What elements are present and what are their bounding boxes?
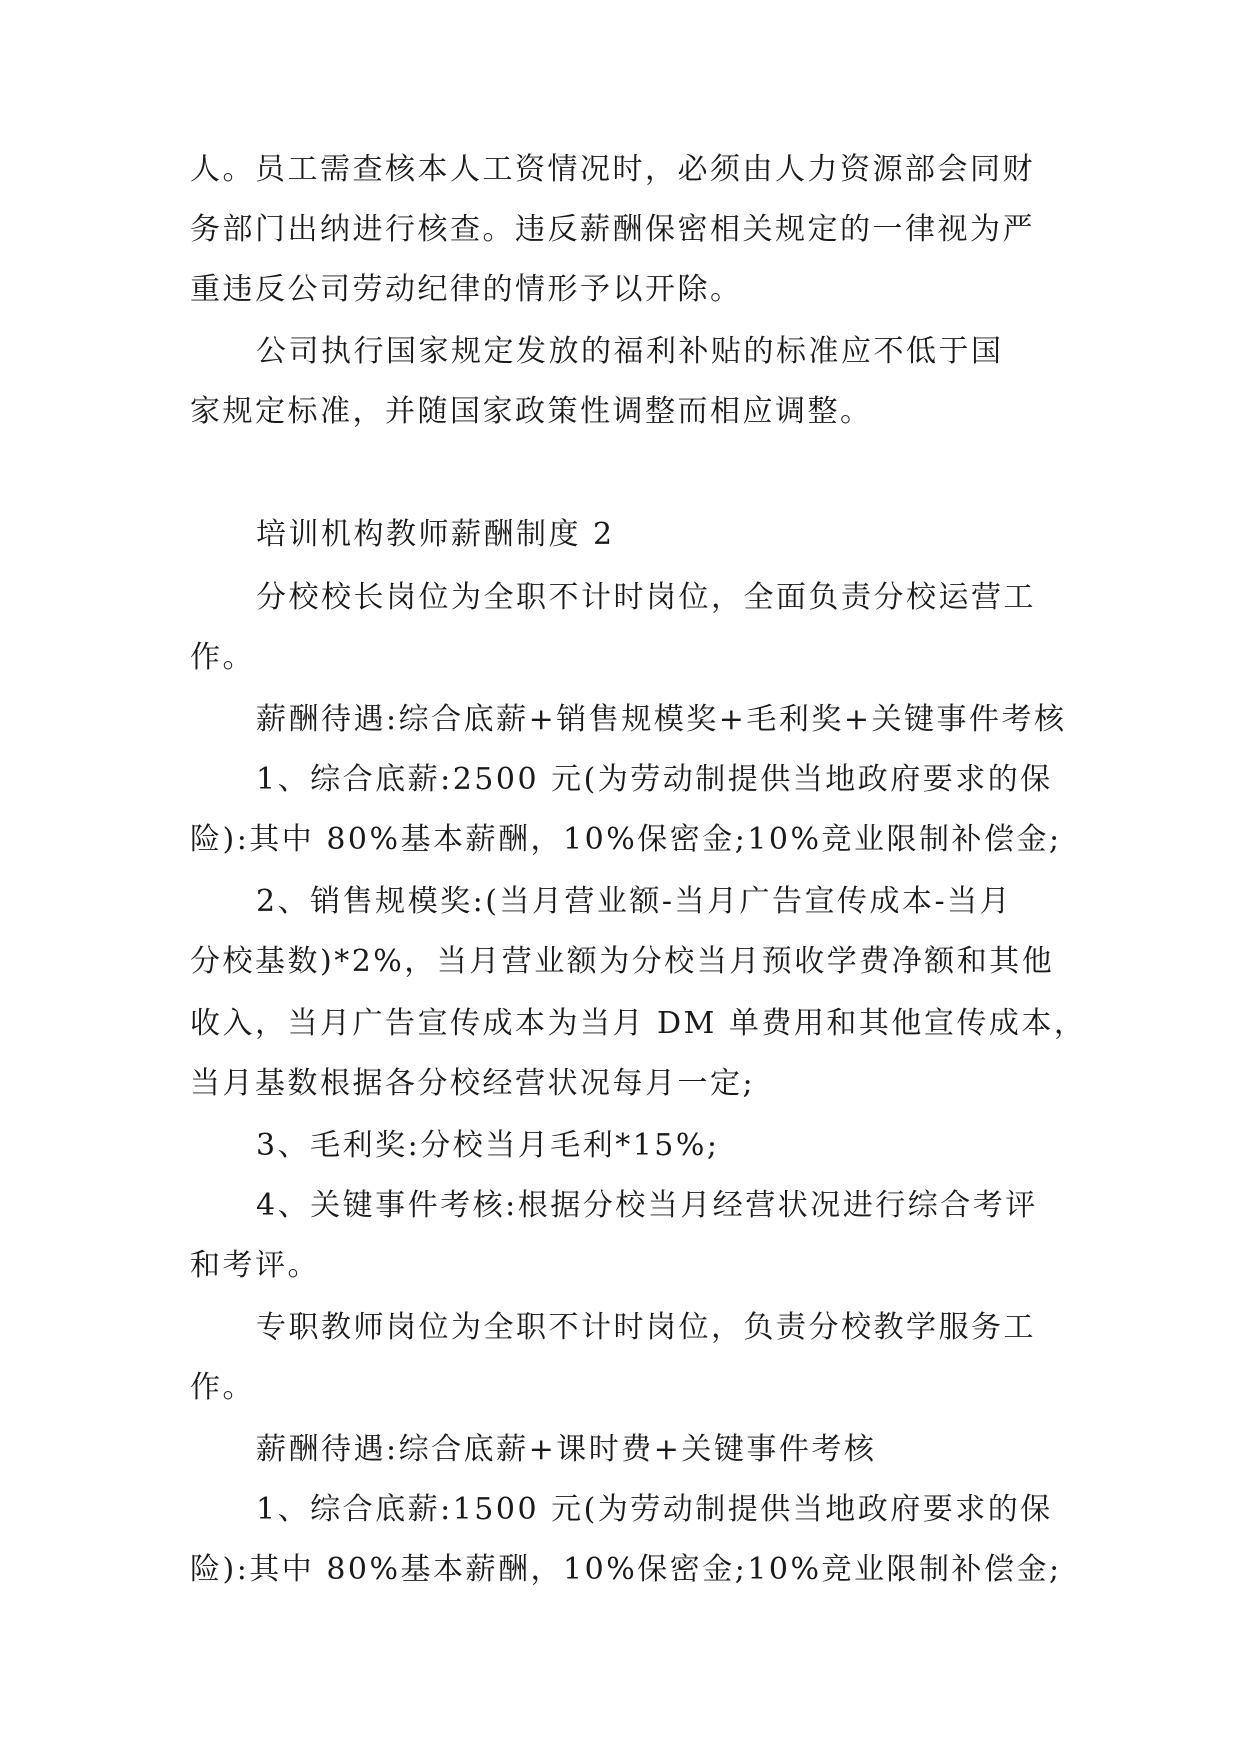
text-line: 分校基数)*2%，当月营业额为分校当月预收学费净额和其他 — [190, 944, 1055, 979]
text-line: 1、综合底薪:1500 元(为劳动制提供当地政府要求的保 — [256, 1492, 1053, 1527]
text-line: 分校校长岗位为全职不计时岗位，全面负责分校运营工 — [256, 580, 1036, 615]
text-line: 2、销售规模奖:(当月营业额-当月广告宣传成本-当月 — [256, 884, 1013, 919]
text-line: 当月基数根据各分校经营状况每月一定; — [190, 1066, 756, 1101]
text-line: 公司执行国家规定发放的福利补贴的标准应不低于国 — [256, 334, 1004, 369]
section-heading: 培训机构教师薪酬制度 2 — [256, 517, 615, 552]
text-line: 务部门出纳进行核查。违反薪酬保密相关规定的一律视为严 — [190, 212, 1035, 247]
text-line: 人。员工需查核本人工资情况时，必须由人力资源部会同财 — [190, 152, 1035, 187]
text-line: 4、关键事件考核:根据分校当月经营状况进行综合考评 — [256, 1188, 1038, 1223]
text-line: 险):其中 80%基本薪酬，10%保密金;10%竞业限制补偿金; — [190, 1552, 1062, 1587]
text-line: 薪酬待遇:综合底薪+课时费+关键事件考核 — [256, 1432, 877, 1467]
text-line: 收入，当月广告宣传成本为当月 DM 单费用和其他宣传成本， — [190, 1006, 1087, 1041]
text-line: 重违反公司劳动纪律的情形予以开除。 — [190, 272, 743, 307]
text-line: 作。 — [190, 1370, 255, 1405]
text-line: 薪酬待遇:综合底薪+销售规模奖+毛利奖+关键事件考核 — [256, 702, 1067, 737]
text-line: 险):其中 80%基本薪酬，10%保密金;10%竞业限制补偿金; — [190, 822, 1062, 857]
text-line: 家规定标准，并随国家政策性调整而相应调整。 — [190, 394, 873, 429]
text-line: 3、毛利奖:分校当月毛利*15%; — [256, 1128, 720, 1163]
text-line: 和考评。 — [190, 1248, 320, 1283]
text-line: 1、综合底薪:2500 元(为劳动制提供当地政府要求的保 — [256, 762, 1053, 797]
text-line: 专职教师岗位为全职不计时岗位，负责分校教学服务工 — [256, 1310, 1036, 1345]
text-line: 作。 — [190, 640, 255, 675]
